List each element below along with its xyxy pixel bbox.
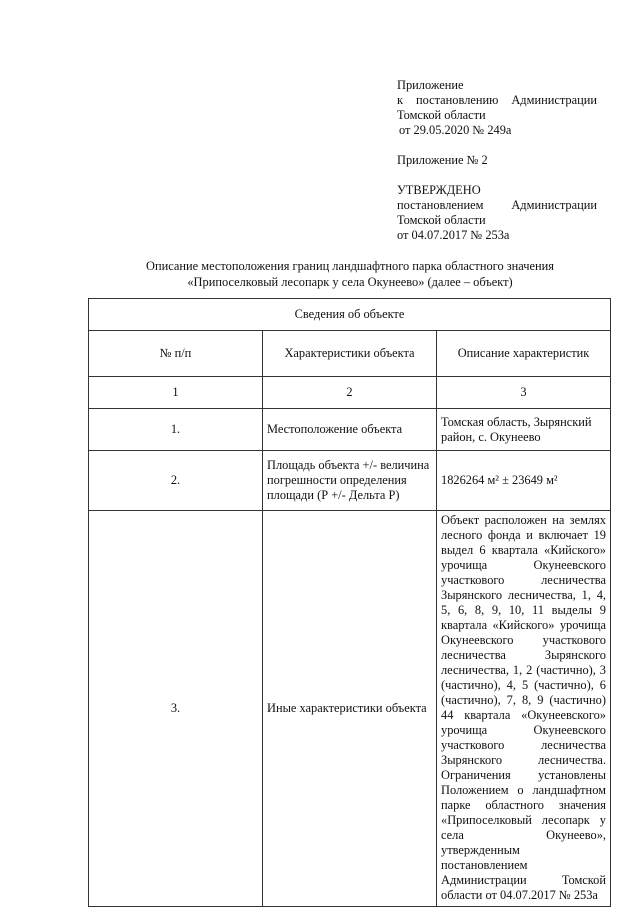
column-number: 3 — [437, 377, 611, 409]
section-header: Сведения об объекте — [89, 299, 611, 331]
row-number: 1. — [89, 409, 263, 451]
header-line: Томской области — [397, 108, 486, 122]
table-row — [89, 409, 611, 451]
title-line-1: Описание местоположения границ ландшафтного парка областного значения — [146, 259, 554, 273]
table-row — [89, 451, 611, 511]
header-line: постановлением Администрации — [397, 198, 597, 212]
document-header — [397, 78, 597, 243]
column-header-description: Описание характеристик — [437, 331, 611, 377]
object-info-table — [88, 298, 611, 907]
row-number: 3. — [89, 511, 263, 907]
column-header-number: № п/п — [89, 331, 263, 377]
row-characteristic: Местоположение объекта — [263, 409, 437, 451]
row-description: Объект расположен на землях лесного фонда и включает 19 выдел 6 квартала «Кийского» урочища Окунеевского участкового лесничества Зырянского лесничества, 1, 4, 5, 6, 8, 9, 10, 11 выделы 9 квартала «Кийского» урочища Окунеевского участкового лесничества Зырянского лесничества, 1, 2 (частично), 3 (частично), 4, 5 (частично), 6 (частично), 7, 8, 9 (частично) 44 квартала «Окунеевского» урочища Окунеевского участкового лесничества Зырянского лесничества. Ограничения установлены Положением о ландшафтном парке областного значения «Припоселковый лесопарк у села Окунеево», утвержденным постановлением Администрации Томской области от 04.07.2017 № 253а — [437, 511, 611, 907]
row-description: 1826264 м² ± 23649 м² — [437, 451, 611, 511]
header-line: Томской области — [397, 213, 486, 227]
row-characteristic: Иные характеристики объекта — [263, 511, 437, 907]
title-line-2: «Припоселковый лесопарк у села Окунеево» (далее – объект) — [187, 275, 513, 289]
appendix-number: Приложение № 2 — [397, 153, 488, 167]
header-line: от 04.07.2017 № 253а — [397, 228, 510, 242]
row-characteristic: Площадь объекта +/- величина погрешности определения площади (Р +/- Дельта Р) — [263, 451, 437, 511]
header-line: к постановлению Администрации — [397, 93, 597, 107]
approved-stamp-text: УТВЕРЖДЕНО — [397, 183, 481, 197]
row-number: 2. — [89, 451, 263, 511]
table-row — [89, 511, 611, 907]
column-number: 2 — [263, 377, 437, 409]
header-line: от 29.05.2020 № 249а — [399, 123, 512, 137]
column-header-characteristic: Характеристики объекта — [263, 331, 437, 377]
document-title — [90, 258, 610, 290]
row-description: Томская область, Зырянский район, с. Окунеево — [437, 409, 611, 451]
column-number: 1 — [89, 377, 263, 409]
header-line: Приложение — [397, 78, 464, 92]
